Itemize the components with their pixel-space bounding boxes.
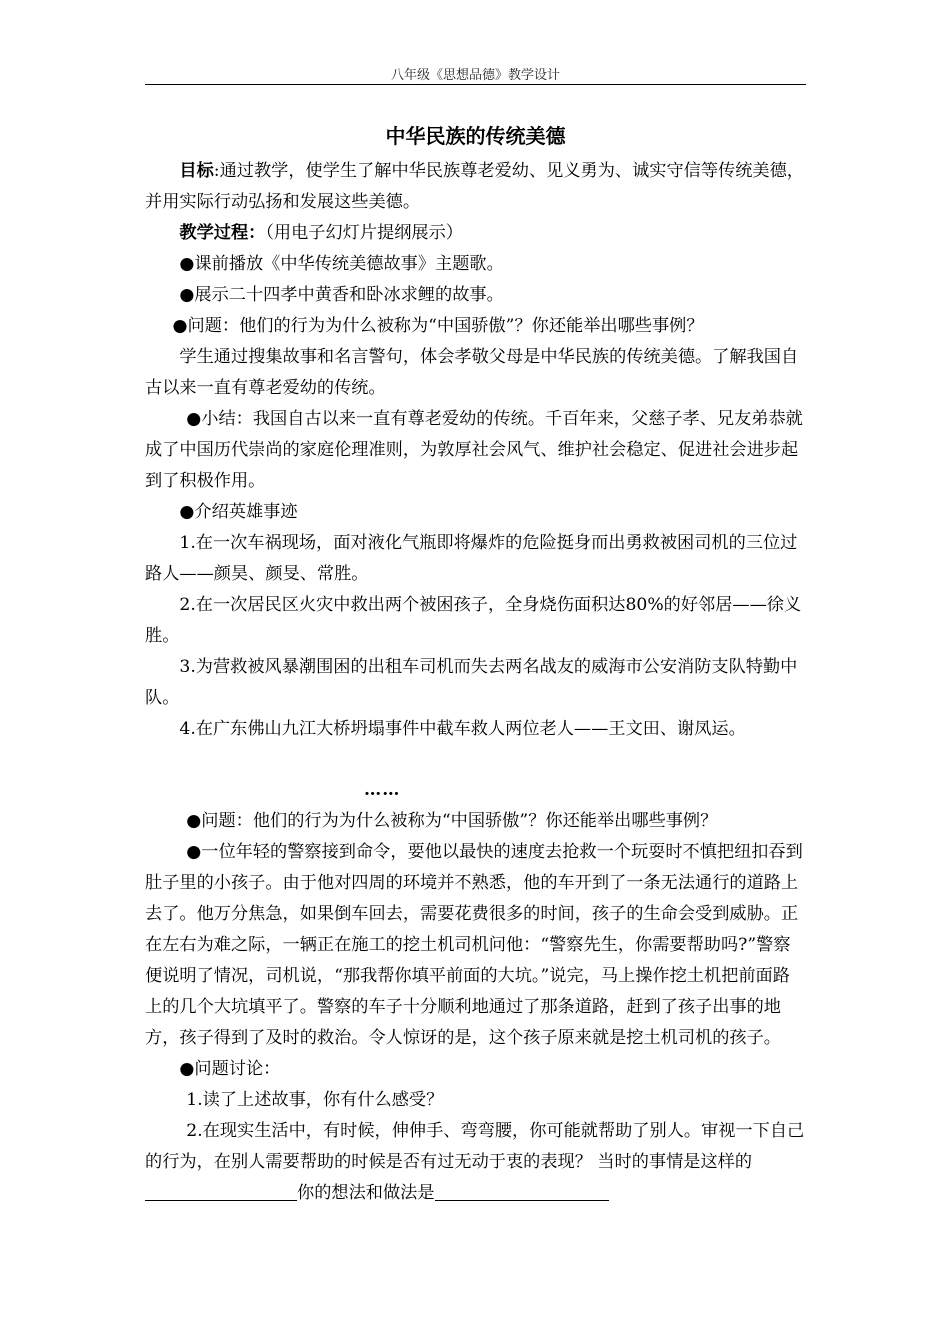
page-header: 八年级《思想品德》教学设计 bbox=[390, 68, 560, 83]
question-2: ●问题：他们的行为为什么被称为“中国骄傲”？你还能举出哪些事例？ bbox=[186, 811, 718, 831]
goal-label: 目标 bbox=[179, 161, 214, 181]
document-title: 中华民族的传统美德 bbox=[385, 124, 566, 148]
header-rule bbox=[145, 84, 806, 85]
hero-item: 2.在一次居民区火灾中救出两个被困孩子，全身烧伤面积达80%的好邻居——徐义胜。 bbox=[145, 595, 802, 646]
process-label: 教学过程： bbox=[179, 223, 266, 243]
spacer bbox=[145, 745, 806, 775]
process-line bbox=[145, 218, 806, 249]
discussion-question-1: 1.读了上述故事，你有什么感受？ bbox=[186, 1090, 444, 1110]
discussion-question-2 bbox=[145, 1116, 806, 1209]
hero-item: 1.在一次车祸现场，面对液化气瓶即将爆炸的危险挺身而出勇救被困司机的三位过路人——颜昊、颜旻、常胜。 bbox=[145, 533, 798, 584]
discussion-question-2-text: 2.在现实生活中，有时候，伸伸手、弯弯腰，你可能就帮助了别人。审视一下自己的行为，在别人需要帮助的时候是否有过无动于衷的表现？ 当时的事情是这样的 bbox=[145, 1121, 805, 1172]
hero-item: 4.在广东佛山九江大桥坍塌事件中截车救人两位老人——王文田、谢凤运。 bbox=[179, 719, 746, 739]
goal-text: :通过教学，使学生了解中华民族尊老爱幼、见义勇为、诚实守信等传统美德，并用实际行动弘扬和发展这些美德。 bbox=[145, 161, 804, 212]
hero-item: 3.为营救被风暴潮围困的出租车司机而失去两名战友的威海市公安消防支队特勤中队。 bbox=[145, 657, 798, 708]
song-item: ●课前播放《中华传统美德故事》主题歌。 bbox=[179, 254, 504, 274]
paragraph-1: 学生通过搜集故事和名言警句，体会孝敬父母是中华民族的传统美德。了解我国自古以来一直有尊老爱幼的传统。 bbox=[145, 347, 799, 398]
summary-paragraph: ●小结：我国自古以来一直有尊老爱幼的传统。千百年来，父慈子孝、兄友弟恭就成了中国历代崇尚的家庭伦理准则，为敦厚社会风气、维护社会稳定、促进社会进步起到了积极作用。 bbox=[145, 409, 803, 491]
question-1: ●问题：他们的行为为什么被称为“中国骄傲”？你还能举出哪些事例？ bbox=[172, 316, 704, 336]
goal-paragraph bbox=[145, 156, 806, 218]
discussion-question-2-mid: 你的想法和做法是 bbox=[297, 1183, 435, 1203]
answer-blank-2[interactable] bbox=[435, 1180, 609, 1201]
ellipsis: …… bbox=[364, 780, 401, 800]
process-note: （用电子幻灯片提纲展示） bbox=[265, 223, 463, 243]
discussion-heading: ●问题讨论： bbox=[179, 1059, 281, 1079]
police-story: ●一位年轻的警察接到命令，要他以最快的速度去抢救一个玩耍时不慎把纽扣吞到肚子里的小孩子。由于他对四周的环境并不熟悉，他的车开到了一条无法通行的道路上去了。他万分焦急，如果倒车回去，需要花费很多的时间，孩子的生命会受到威胁。正在左右为难之际，一辆正在施工的挖土机司机问他：“警察先生，你需要帮助吗?”警察便说明了情况，司机说，“那我帮你填平前面的大坑。”说完，马上操作挖土机把前面路上的几个大坑填平了。警察的车子十分顺利地通过了那条道路，赶到了孩子出事的地方，孩子得到了及时的救治。令人惊讶的是，这个孩子原来就是挖土机司机的孩子。 bbox=[145, 842, 803, 1048]
answer-blank-1[interactable] bbox=[145, 1180, 297, 1201]
document-body bbox=[145, 118, 806, 1209]
heroes-heading: ●介绍英雄事迹 bbox=[179, 502, 298, 522]
story-item: ●展示二十四孝中黄香和卧冰求鲤的故事。 bbox=[179, 285, 504, 305]
